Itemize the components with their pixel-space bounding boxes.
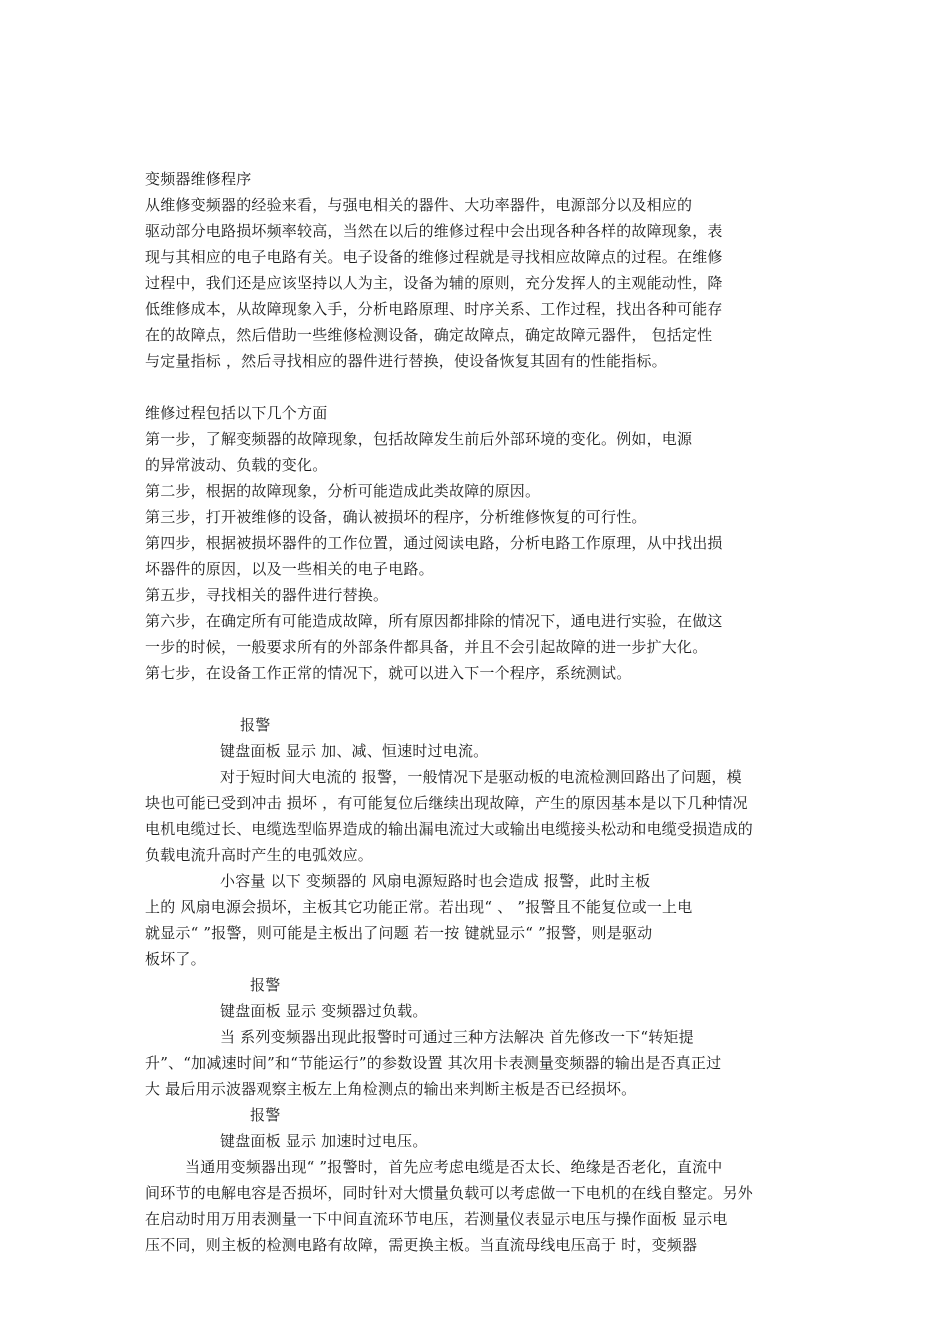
body-line: 当通用变频器出现“ ”报警时，首先应考虑电缆是否太长、绝缘是否老化，直流中: [185, 1158, 723, 1176]
step-line: 第五步，寻找相关的器件进行替换。: [145, 586, 389, 604]
body-line: 电机电缆过长、电缆选型临界造成的输出漏电流过大或输出电缆接头松动和电缆受损造成的: [145, 820, 754, 838]
body-line: 大 最后用示波器观察主板左上角检测点的输出来判断主板是否已经损坏。: [145, 1080, 637, 1098]
steps-heading: 维修过程包括以下几个方面: [145, 404, 328, 422]
step-line: 第七步，在设备工作正常的情况下，就可以进入下一个程序，系统测试。: [145, 664, 632, 682]
intro-line: 低维修成本，从故障现象入手，分析电路原理、时序关系、工作过程，找出各种可能存: [145, 300, 723, 318]
step-line: 的异常波动、负载的变化。: [145, 456, 328, 474]
body-line: 当 系列变频器出现此报警时可通过三种方法解决 首先修改一下“转矩提: [220, 1028, 694, 1046]
intro-line: 驱动部分电路损坏频率较高，当然在以后的维修过程中会出现各种各样的故障现象，表: [145, 222, 723, 240]
intro-line: 在的故障点，然后借助一些维修检测设备，确定故障点，确定故障元器件， 包括定性: [145, 326, 713, 344]
step-line: 一步的时候，一般要求所有的外部条件都具备，并且不会引起故障的进一步扩大化。: [145, 638, 708, 656]
body-line: 在启动时用万用表测量一下中间直流环节电压，若测量仪表显示电压与操作面板 显示电: [145, 1210, 728, 1228]
body-line: 对于短时间大电流的 报警，一般情况下是驱动板的电流检测回路出了问题，模: [220, 768, 742, 786]
intro-line: 与定量指标 ，然后寻找相应的器件进行替换，使设备恢复其固有的性能指标。: [145, 352, 667, 370]
document-title: 变频器维修程序: [145, 170, 252, 188]
step-line: 第三步，打开被维修的设备，确认被损坏的程序，分析维修恢复的可行性。: [145, 508, 647, 526]
body-line: 间环节的电解电容是否损坏，同时针对大惯量负载可以考虑做一下电机的在线自整定。另外: [145, 1184, 754, 1202]
alarm-display-line: 键盘面板 显示 加速时过电压。: [220, 1132, 428, 1150]
alarm-display-line: 键盘面板 显示 加、减、恒速时过电流。: [220, 742, 489, 760]
body-line: 小容量 以下 变频器的 风扇电源短路时也会造成 报警，此时主板: [220, 872, 651, 890]
intro-line: 过程中，我们还是应该坚持以人为主，设备为辅的原则，充分发挥人的主观能动性，降: [145, 274, 723, 292]
step-line: 坏器件的原因，以及一些相关的电子电路。: [145, 560, 434, 578]
body-line: 板坏了。: [145, 950, 206, 968]
step-line: 第二步，根据的故障现象，分析可能造成此类故障的原因。: [145, 482, 541, 500]
body-line: 负载电流升高时产生的电弧效应。: [145, 846, 374, 864]
alarm-heading: 报警: [250, 1106, 281, 1124]
alarm-heading: 报警: [250, 976, 281, 994]
step-line: 第一步，了解变频器的故障现象，包括故障发生前后外部环境的变化。例如，电源: [145, 430, 693, 448]
intro-line: 从维修变频器的经验来看，与强电相关的器件、大功率器件，电源部分以及相应的: [145, 196, 693, 214]
alarm-display-line: 键盘面板 显示 变频器过负载。: [220, 1002, 428, 1020]
body-line: 上的 风扇电源会损坏，主板其它功能正常。若出现“ 、 ”报警且不能复位或一上电: [145, 898, 693, 916]
intro-line: 现与其相应的电子电路有关。电子设备的维修过程就是寻找相应故障点的过程。在维修: [145, 248, 723, 266]
body-line: 就显示“ ”报警，则可能是主板出了问题 若一按 键就显示“ ”报警，则是驱动: [145, 924, 653, 942]
body-line: 块也可能已受到冲击 损坏 ，有可能复位后继续出现故障，产生的原因基本是以下几种情况: [145, 794, 748, 812]
step-line: 第四步，根据被损坏器件的工作位置，通过阅读电路，分析电路工作原理，从中找出损: [145, 534, 723, 552]
body-line: 压不同，则主板的检测电路有故障，需更换主板。当直流母线电压高于 时，变频器: [145, 1236, 698, 1254]
body-line: 升”、“加减速时间”和“节能运行”的参数设置 其次用卡表测量变频器的输出是否真正过: [145, 1054, 722, 1072]
alarm-heading: 报警: [240, 716, 271, 734]
step-line: 第六步，在确定所有可能造成故障，所有原因都排除的情况下，通电进行实验，在做这: [145, 612, 723, 630]
